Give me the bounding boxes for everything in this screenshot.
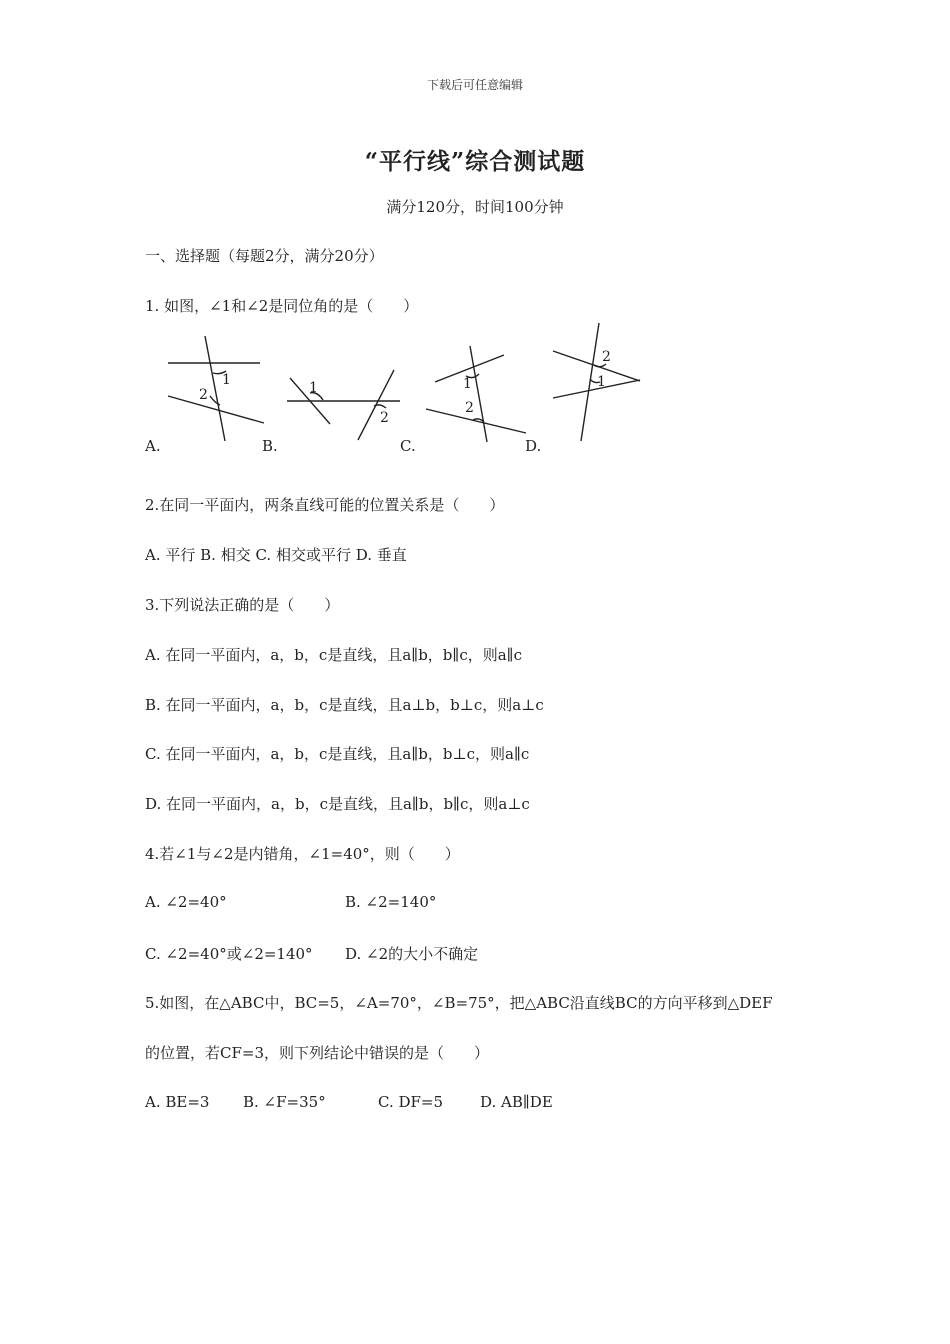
q5-option-d: D. AB∥DE [480,1093,553,1111]
q3-option-c: C. 在同一平面内，a，b，c是直线，且a∥b，b⊥c，则a∥c [145,745,530,763]
fig-c-line-2 [426,409,526,433]
q5-option-a: A. BE=3 [145,1093,210,1111]
q3-option-d: D. 在同一平面内，a，b，c是直线，且a∥b，b∥c，则a⊥c [145,795,530,813]
fig-a-transversal [205,336,225,441]
fig-b-label-2: 2 [380,410,389,426]
q1-option-c: C. [400,437,416,455]
fig-c-label-2: 2 [465,400,474,416]
q1-option-a: A. [145,437,161,455]
fig-d-label-2: 2 [602,349,611,365]
fig-a-line-2 [168,396,264,423]
fig-c-label-1: 1 [463,376,472,392]
fig-c-transversal [470,346,487,442]
q4-option-a: A. ∠2=40° [145,893,227,911]
q4-option-c: C. ∠2=40°或∠2=140° [145,945,313,963]
question-2-stem: 2.在同一平面内，两条直线可能的位置关系是（ ） [145,496,505,514]
fig-a-arc-2 [210,396,220,405]
q3-option-b: B. 在同一平面内，a，b，c是直线，且a⊥b，b⊥c，则a⊥c [145,696,544,714]
q1-option-d: D. [525,437,542,455]
q1-option-b: B. [262,437,278,455]
page-subtitle: 满分120分，时间100分钟 [386,198,564,216]
q4-option-b: B. ∠2=140° [345,893,437,911]
q5-option-c: C. DF=5 [378,1093,444,1111]
q5-option-b: B. ∠F=35° [243,1093,326,1111]
q3-option-a: A. 在同一平面内，a，b，c是直线，且a∥b，b∥c，则a∥c [145,646,522,664]
question-3-stem: 3.下列说法正确的是（ ） [145,596,340,614]
section-heading: 一、选择题（每题2分，满分20分） [145,247,384,265]
question-5-stem-line-2: 的位置，若CF=3，则下列结论中错误的是（ ） [145,1044,489,1062]
fig-a-label-2: 2 [199,387,208,403]
question-5-stem-line-1: 5.如图，在△ABC中，BC=5，∠A=70°，∠B=75°，把△ABC沿直线BC的方向平移到△DEF [145,994,773,1012]
question-4-stem: 4.若∠1与∠2是内错角，∠1=40°，则（ ） [145,845,460,863]
fig-d-label-1: 1 [597,374,606,390]
q4-option-d: D. ∠2的大小不确定 [345,945,479,963]
page-title: “平行线”综合测试题 [364,148,586,175]
question-1-stem: 1. 如图，∠1和∠2是同位角的是（ ） [145,297,419,315]
fig-b-label-1: 1 [309,380,318,396]
question-2-options: A. 平行 B. 相交 C. 相交或平行 D. 垂直 [145,546,407,564]
fig-a-label-1: 1 [222,372,231,388]
page-header: 下载后可任意编辑 [426,78,523,92]
